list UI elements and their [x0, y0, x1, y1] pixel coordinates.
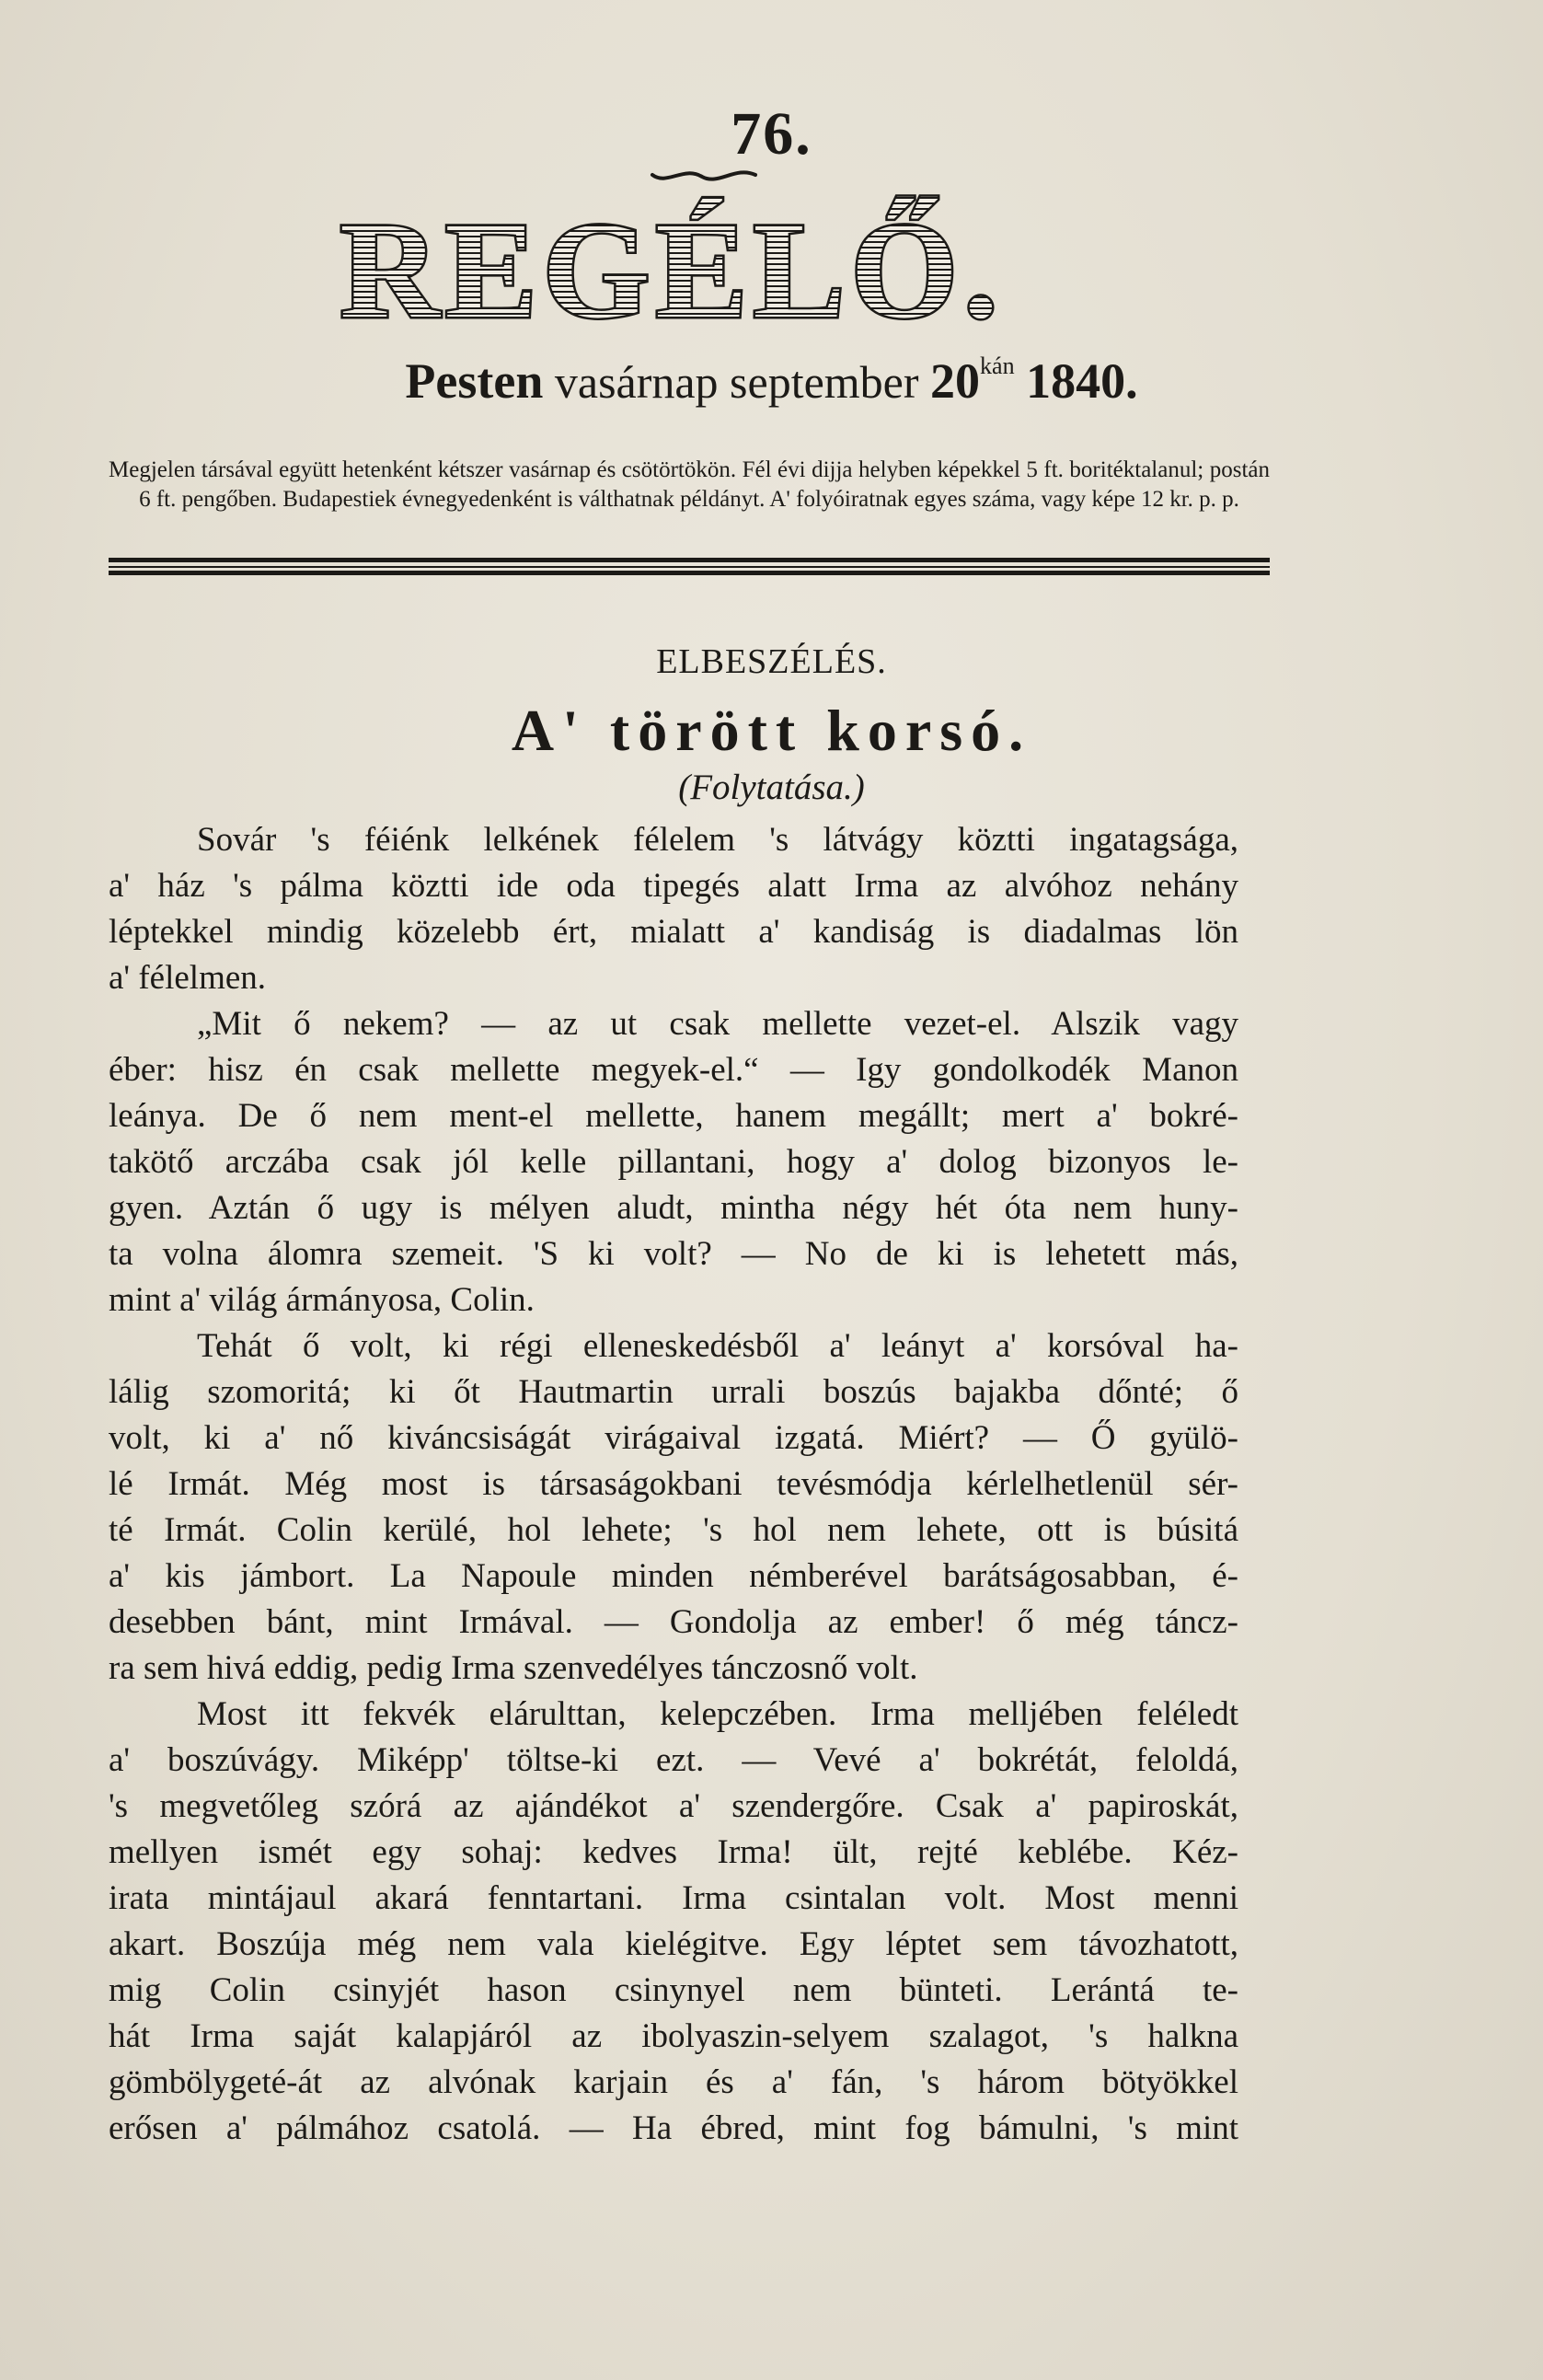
dateline-day-suffix: kán [980, 352, 1015, 379]
text-line: éber: hisz én csak mellette megyek-el.“ — Igy gondolkodék Manon [109, 1051, 1238, 1089]
text-line: irata mintájaul akará fenntartani. Irma csintalan volt. Most menni [109, 1879, 1238, 1917]
article-body [109, 817, 1238, 2152]
story-title: A' törött korsó. [511, 698, 1032, 763]
page-number: 76. [731, 100, 812, 168]
text-line: mint a' világ ármányosa, Colin. [109, 1281, 535, 1319]
dateline [0, 352, 1543, 410]
dateline-year: 1840. [1026, 353, 1138, 409]
text-line: a' félelmen. [109, 959, 267, 997]
text-line: ra sem hivá eddig, pedig Irma szenvedélyes tánczosnő volt. [109, 1649, 918, 1687]
text-line: Sovár 's féiénk lelkének félelem 's látvágy köztti ingatagsága, [197, 821, 1238, 859]
text-line: lé Irmát. Még most is társaságokbani tevésmódja kérlelhetlenül sér- [109, 1465, 1238, 1503]
text-line: 's megvetőleg szórá az ajándékot a' szendergőre. Csak a' papiroskát, [109, 1787, 1238, 1825]
text-line: akart. Boszúja még nem vala kielégitve. Egy léptet sem távozhatott, [109, 1925, 1238, 1963]
text-line: té Irmát. Colin kerülé, hol lehete; 's hol nem lehete, ott is búsitá [109, 1511, 1238, 1549]
text-line: gömbölygeté-át az alvónak karjain és a' fán, 's három bötyökkel [109, 2063, 1238, 2101]
ornament-swash-icon [649, 162, 759, 190]
text-line: leánya. De ő nem ment-el mellette, hanem megállt; mert a' bokré- [109, 1097, 1238, 1135]
text-line: takötő arczába csak jól kelle pillantani, hogy a' dolog bizonyos le- [109, 1143, 1238, 1181]
text-line: mellyen ismét egy sohaj: kedves Irma! ült, rejté keblébe. Kéz- [109, 1833, 1238, 1871]
text-line: Most itt fekvék elárulttan, kelepczében. Irma melljében feléledt [197, 1695, 1238, 1733]
text-line: „Mit ő nekem? — az ut csak mellette vezet-el. Alszik vagy [197, 1005, 1238, 1043]
dateline-place: Pesten [405, 353, 544, 409]
text-line: a' kis jámbort. La Napoule minden némberével barátságosabban, é- [109, 1557, 1238, 1595]
text-line: gyen. Aztán ő ugy is mélyen aludt, mintha négy hét óta nem huny- [109, 1189, 1238, 1227]
dateline-day: 20 [930, 353, 981, 409]
section-heading: ELBESZÉLÉS. [656, 642, 887, 681]
story-subtitle: (Folytatása.) [678, 768, 865, 807]
text-line: lálig szomoritá; ki őt Hautmartin urrali boszús bajakba dőnté; ő [109, 1373, 1238, 1411]
text-line: Tehát ő volt, ki régi elleneskedésből a' leányt a' korsóval ha- [197, 1327, 1238, 1365]
dateline-text: vasárnap september [554, 356, 919, 408]
text-line: léptekkel mindig közelebb ért, mialatt a' kandiság is diadalmas lön [109, 913, 1238, 951]
masthead-title [331, 190, 1012, 346]
text-line: mig Colin csinyjét hason csinynyel nem bünteti. Lerántá te- [109, 1971, 1238, 2009]
double-rule-divider [109, 556, 1270, 578]
subscription-notice: Megjelen társával együtt hetenként kétszer vasárnap és csötörtökön. Fél évi dijja helyben képekkel 5 ft. boritéktalanul; postán 6 ft. pengőben. Budapestiek évnegyedenként is válthatnak példányt. A' folyóiratnak egyes száma, vagy képe 12 kr. p. p. [109, 457, 1270, 512]
text-line: desebben bánt, mint Irmával. — Gondolja az ember! ő még táncz- [109, 1603, 1238, 1641]
text-line: a' boszúvágy. Miképp' töltse-ki ezt. — Vevé a' bokrétát, feloldá, [109, 1741, 1238, 1779]
text-line: hát Irma saját kalapjáról az ibolyaszin-selyem szalagot, 's halkna [109, 2017, 1238, 2055]
text-line: volt, ki a' nő kiváncsiságát virágaival izgatá. Miért? — Ő gyülö- [109, 1419, 1238, 1457]
text-line: erősen a' pálmához csatolá. — Ha ébred, mint fog bámulni, 's mint [109, 2109, 1238, 2147]
masthead-text: REGÉLŐ. [340, 194, 1004, 346]
text-line: a' ház 's pálma köztti ide oda tipegés alatt Irma az alvóhoz nehány [109, 867, 1238, 905]
text-line: ta volna álomra szemeit. 'S ki volt? — No de ki is lehetett más, [109, 1235, 1238, 1273]
